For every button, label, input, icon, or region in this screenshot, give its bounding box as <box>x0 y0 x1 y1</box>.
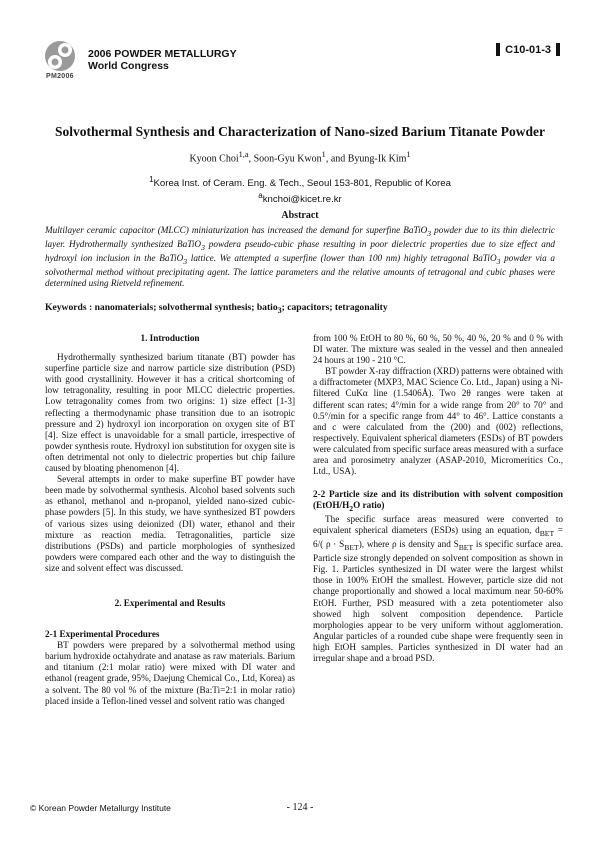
author-name: Kyoon Choi <box>189 153 239 165</box>
email-sup: a <box>258 190 263 200</box>
author-sup: 1 <box>321 150 326 159</box>
intro-paragraph-2: Several attempts in order to make superfine BT powder have been made by solvothermal synthesis. Alcohol based solvents such as ethanol, methanol and n-propanol, yielded nano-sized cubic-phase powders [5]. In this study, we have synthesized BT powders of various sizes using deionized (DI) water, ethanol and their mixture as reaction media. Tetragonalities, particle size distributions (PSDs) and particle morphologies of synthesized powders were compared each other and the way to distinguish the size and solvent effect was discussed. <box>45 474 295 573</box>
keywords: Keywords : nanomaterials; solvothermal synthesis; batio$_3$; capacitors; tetragonality <box>45 302 388 315</box>
author-list <box>0 150 600 164</box>
author-separator: , <box>248 153 254 165</box>
affiliation-block <box>0 174 600 205</box>
paper-code-box <box>496 43 560 56</box>
conference-line-2: World Congress <box>88 60 169 72</box>
intro-paragraph-1: Hydrothermally synthesized barium titanate (BT) powder has superfine particle size and narrow particle size distribution (PSD) with good crystallinity. However it has a critical shortcoming of low tetragonality, resulting in poor MLCC dielectric properties. Low tetragonality comes from two origins: 1) size effect [1-3] reflecting a thermodynamic phase transition due to an isotropic pressure and 2) hydroxyl ion incorporation on oxygen site of BT [4]. Size effect is unavoidable for a small particle, irrespective of powder synthesis route. Hydroxyl ion substitution for oxygen site is often detrimental not only to dielectric properties but chip failure caused by bloating phenomenon [4]. <box>45 352 295 474</box>
author-sup: 1,a <box>238 150 249 159</box>
abstract-heading: Abstract <box>281 210 319 221</box>
author-name: Byung-Ik Kim <box>347 153 407 165</box>
footer-copyright: © Korean Powder Metallurgy Institute <box>30 803 171 813</box>
logo-label: PM2006 <box>46 73 74 80</box>
xrd-paragraph: BT powder X-ray diffraction (XRD) patterns were obtained with a diffractometer (MXP3, MAC Science Co. Ltd., Japan) using a Ni-filtered CuKα line (1.5406Å). Two 2θ ranges were taken at different scan rates; 4°/min for a wide range from 20° to 70° and 0.5°/min for a specific range from 44° to 46°. Lattice constants a and c were calculated from the (200) and (002) reflections, respectively. Equivalent spherical diameters (ESDs) of BT powders were calculated from specific surface areas measured with a surface area and porosimetry analyzer (ASAP-2010, Micromeritics Co., Ltd., USA). <box>313 366 563 477</box>
code-bar-left <box>496 43 500 56</box>
procedures-continued-paragraph: from 100 % EtOH to 80 %, 60 %, 50 %, 40 %, 20 % and 0 % with DI water. The mixture was sealed in the vessel and then annealed 24 hours at 190 - 210 °C. <box>313 333 563 366</box>
paper-code: C10-01-3 <box>505 43 551 56</box>
abstract-text: Multilayer ceramic capacitor (MLCC) miniaturization has increased the demand for superfine BaTiO$_3$ powder due to its thin dielectric layer. Hydrothermally synthesized BaTiO$_3$ powdera pseudo-cubic phase resulting in poor dielectric properties due to size effect and hydroxyl ion inclusion in the BaTiO$_3$ lattice. We attempted a superfine (lower than 100 nm) highly tetragonal BaTiO$_3$ powder via a solvothermal method without precipitating agent. The lattice parameters and the relative amounts of tetragonal and cubic phases were determined using Rietveld refinement. <box>45 225 556 289</box>
conference-title <box>88 48 237 72</box>
code-bar-right <box>556 43 560 56</box>
pm2006-logo <box>44 40 76 72</box>
subsection-2-2-heading: 2-2 Particle size and its distribution with solvent composition ($EtOH/H_2O$ ratio) <box>313 489 563 514</box>
affiliation-sup: 1 <box>149 175 154 184</box>
conference-line-1: 2006 POWDER METALLURGY <box>88 48 237 60</box>
page-number: - 124 - <box>286 802 314 813</box>
keywords-label: Keywords : <box>45 302 95 313</box>
introduction-heading: 1. Introduction <box>140 333 200 343</box>
left-column <box>45 333 295 707</box>
author-name: Soon-Gyu Kwon <box>253 153 322 165</box>
author-sup: 1 <box>406 150 411 159</box>
subsection-2-1-heading: 2-1 Experimental Procedures <box>45 629 160 640</box>
experimental-heading: 2. Experimental and Results <box>114 597 226 608</box>
particle-size-paragraph: The specific surface areas measured were converted to equivalent spherical diameters (ESDs) using an equation, $d_{BET} = 6/$( $\rho \cdot S_{BET}$), where ρ is density and $S_{BET}$ is specific surface area. Particle size strongly depended on solvent composition as shown in Fig. 1. Particles synthesized in DI water were the largest whilst those in 100% EtOH the smallest. However, particle size did not change proportionally and showed a local maximum near 50-60% EtOH. Further, PSD measured with a zeta potentiometer also showed high solvent composition dependence. Particle morphologies appear to be very uniform without agglomeration. Angular particles of a rounded cube shape were frequently seen in high EtOH samples. Particles synthesized in DI water had an irregular shape and a broad PSD. <box>313 514 563 664</box>
affiliation: Korea Inst. of Ceram. Eng. & Tech., Seoul 153-801, Republic of Korea <box>153 178 451 190</box>
procedures-paragraph: BT powders were prepared by a solvothermal method using barium hydroxide octahydrate and anatase as raw materials. Barium and titanium (2:1 molar ratio) were mixed with DI water and ethanol (reagent grade, 95%, Daejung Chemical Co., Ltd, Korea) as a solvent. The 80 vol % of the mixture (Ba:Ti=2:1 in molar ratio) placed inside a Teflon-lined vessel and solvent ratio was changed <box>45 640 295 706</box>
author-email: knchoi@kicet.re.kr <box>262 193 342 205</box>
right-column <box>313 333 563 664</box>
paper-title: Solvothermal Synthesis and Characterization of Nano-sized Barium Titanate Powder <box>55 124 545 139</box>
author-separator: , and <box>325 153 348 165</box>
